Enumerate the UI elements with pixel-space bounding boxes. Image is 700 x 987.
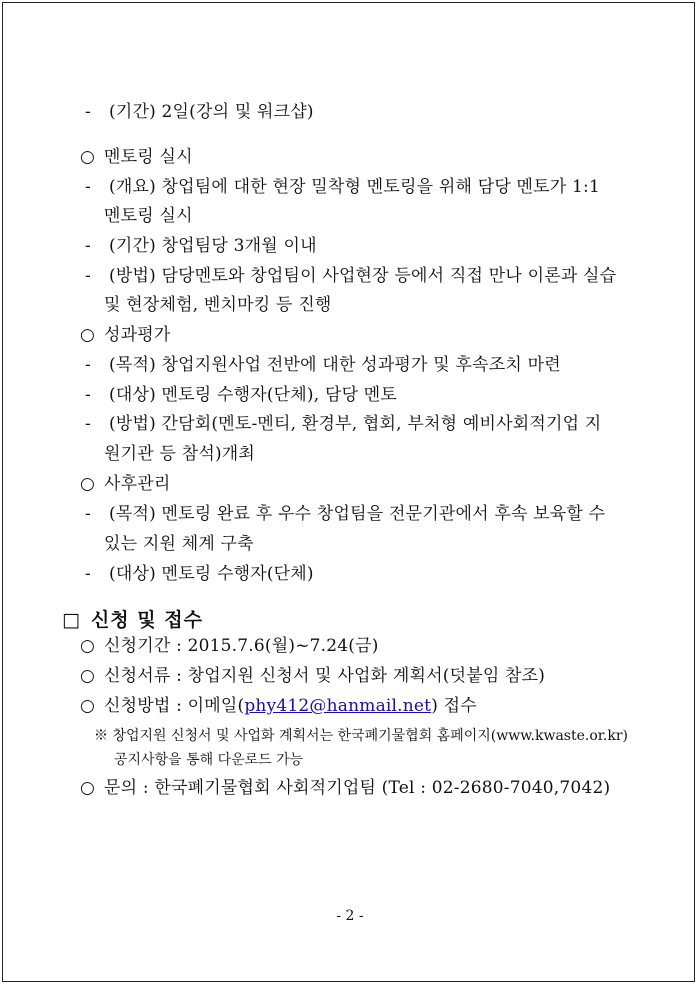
text-line: 및 현장체험, 벤치마킹 등 진행: [104, 295, 332, 315]
text-line: - (기간) 창업팀당 3개월 이내: [85, 236, 317, 256]
application-period: ○ 신청기간 : 2015.7.6(월)~7.24(금): [80, 636, 379, 656]
text-line: - (목적) 창업지원사업 전반에 대한 성과평가 및 후속조치 마련: [85, 355, 561, 375]
text-line: ○ 멘토링 실시: [80, 147, 193, 167]
contact-info: ○ 문의 : 한국폐기물협회 사회적기업팀 (Tel : 02-2680-7040,7042): [80, 778, 611, 798]
application-documents: ○ 신청서류 : 창업지원 신청서 및 사업화 계획서(덧붙임 참조): [80, 666, 546, 686]
section-title: 신청 및 접수: [90, 609, 203, 631]
text-line: - (대상) 멘토링 수행자(단체): [85, 564, 314, 584]
text-line: - (목적) 멘토링 완료 후 우수 창업팀을 전문기관에서 후속 보육할 수: [85, 504, 606, 524]
note-line: ※ 창업지원 신청서 및 사업화 계획서는 한국폐기물협회 홈페이지(www.kwaste.or.kr): [94, 728, 629, 744]
section-box: □: [62, 609, 81, 631]
email-link[interactable]: phy412@hanmail.net: [244, 696, 432, 716]
text-line: 있는 지원 체계 구축: [104, 534, 254, 554]
text-line: - (방법) 담당멘토와 창업팀이 사업현장 등에서 직접 만나 이론과 실습: [85, 266, 617, 286]
application-method: ○ 신청방법 : 이메일(phy412@hanmail.net) 접수: [80, 696, 477, 716]
text-line: 멘토링 실시: [104, 206, 193, 226]
text-line: - (대상) 멘토링 수행자(단체), 담당 멘토: [85, 385, 398, 405]
text-line: ○ 성과평가: [80, 325, 171, 345]
text-line: - (개요) 창업팀에 대한 현장 밀착형 멘토링을 위해 담당 멘토가 1:1: [85, 177, 600, 197]
page-number: - 2 -: [336, 908, 364, 924]
text-line: - (방법) 간담회(멘토-멘티, 환경부, 협회, 부처형 예비사회적기업 지: [85, 414, 602, 434]
note-line: 공지사항을 통해 다운로드 가능: [114, 752, 304, 768]
text-line: 원기관 등 참석)개최: [104, 444, 256, 464]
text-line: ○ 사후관리: [80, 474, 171, 494]
section-heading: [62, 605, 203, 632]
text-line: - (기간) 2일(강의 및 워크샵): [85, 102, 314, 122]
